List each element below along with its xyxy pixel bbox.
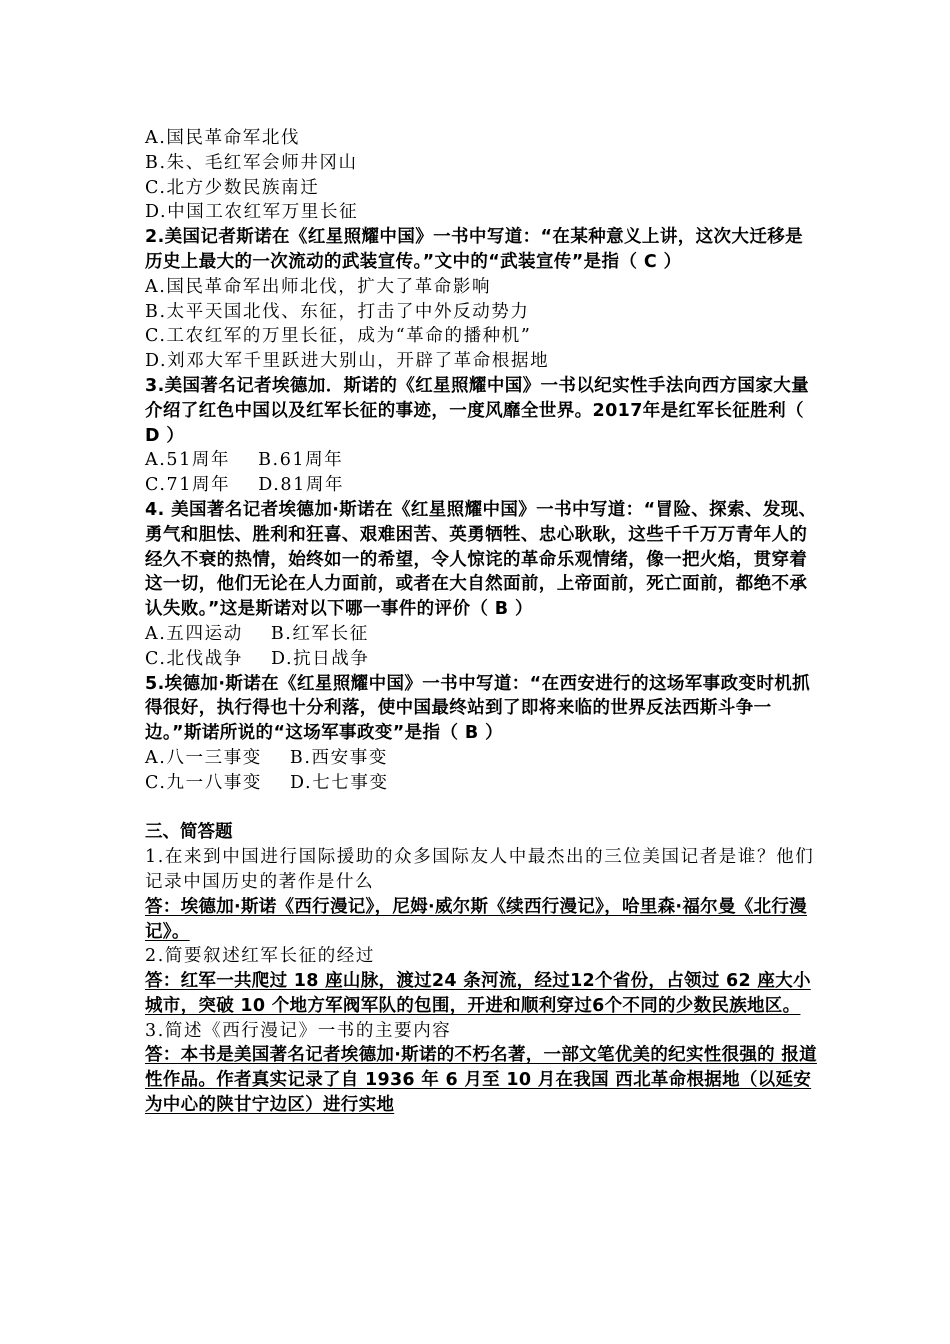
q2-option-c: C.工农红军的万里长征，成为“革命的播种机” <box>145 326 532 347</box>
q5-options-row-2 <box>145 771 817 796</box>
q4-stem: 4. 美国著名记者埃德加·斯诺在《红星照耀中国》一书中写道：“冒险、探索、发现、勇气和胆怯、胜利和狂喜、艰难困苦、英勇牺牲、忠心耿耿，这些千千万万青年人的经久不衰的热情，始终如一的希望，令人惊诧的革命乐观情绪，像一把火焰，贯穿着这一切，他们无论在人力面前，或者在大自然面前，上帝面前，死亡面前，都绝不承认失败。”这是斯诺对以下哪一事件的评价（ B ） <box>145 499 817 620</box>
q4-options-row-1 <box>145 622 817 647</box>
sa3-answer: 答：本书是美国著名记者埃德加·斯诺的不朽名著，一部文笔优美的纪实性很强的 报道性作品。作者真实记录了自 1936 年 6 月至 10 月在我国 西北革命根据地（以延安为中心的陕甘宁边区）进行实地 <box>145 1045 817 1116</box>
q5-options-row-1 <box>145 746 817 771</box>
q4-option-d: D.抗日战争 <box>270 648 370 669</box>
q5-option-b: B.西安事变 <box>289 747 388 768</box>
q3-stem: 3.美国著名记者埃德加．斯诺的《红星照耀中国》一书以纪实性手法向西方国家大量介绍了红色中国以及红军长征的事迹，一度风靡全世界。2017年是红军长征胜利（ D ） <box>145 375 810 446</box>
q5-option-a: A.八一三事变 <box>145 747 262 768</box>
document-page <box>145 126 817 1118</box>
q3-option-b: B.61周年 <box>258 450 344 471</box>
q2-option-b: B.太平天国北伐、东征，打击了中外反动势力 <box>145 301 530 322</box>
q2-stem: 2.美国记者斯诺在《红星照耀中国》一书中写道：“在某种意义上讲，这次大迁移是历史上最大的一次流动的武装宣传。”文中的“武装宣传”是指（ C ） <box>145 227 804 272</box>
q5-option-c: C.九一八事变 <box>145 772 263 793</box>
q4-option-b: B.红军长征 <box>270 623 369 644</box>
q1-option-c: C.北方少数民族南迁 <box>145 177 320 198</box>
q1-option-d: D.中国工农红军万里长征 <box>145 202 359 223</box>
q3-option-d: D.81周年 <box>258 475 345 496</box>
q1-option-a: A.国民革命军北伐 <box>145 128 301 148</box>
q4-option-a: A.五四运动 <box>145 623 243 644</box>
q3-options-row-2 <box>145 473 817 498</box>
q4-options-row-2 <box>145 647 817 672</box>
sa1-question: 1.在来到中国进行国际援助的众多国际友人中最杰出的三位美国记者是谁？他们记录中国历史的著作是什么 <box>145 847 815 892</box>
q1-option-b: B.朱、毛红军会师井冈山 <box>145 152 358 173</box>
q4-option-c: C.北伐战争 <box>145 648 243 669</box>
q2-option-d: D.刘邓大军千里跃进大别山，开辟了革命根据地 <box>145 351 550 372</box>
sa3-question: 3.简述《西行漫记》一书的主要内容 <box>145 1020 452 1041</box>
q3-option-c: C.71周年 <box>145 475 231 496</box>
sa2-answer: 答：红军一共爬过 18 座山脉，渡过24 条河流，经过12个省份，占领过 62 座大小城市，突破 10 个地方军阀军队的包围，开进和顺利穿过6个不同的少数民族地区。 <box>145 971 811 1016</box>
q2-option-a: A.国民革命军出师北伐，扩大了革命影响 <box>145 276 492 297</box>
section-title: 三、简答题 <box>145 822 233 843</box>
q3-options-row-1 <box>145 448 817 473</box>
q5-option-d: D.七七事变 <box>290 772 389 793</box>
sa1-answer: 答：埃德加·斯诺《西行漫记》，尼姆·威尔斯《续西行漫记》，哈里森·福尔曼《北行漫记》。 <box>145 896 807 942</box>
q3-option-a: A.51周年 <box>145 450 231 471</box>
q5-stem: 5.埃德加·斯诺在《红星照耀中国》一书中写道：“在西安进行的这场军事政变时机抓得很好，执行得也十分利落，使中国最终站到了即将来临的世界反法西斯斗争一边。”斯诺所说的“这场军事政变”是指（ B ） <box>145 673 811 744</box>
sa2-question: 2.简要叙述红军长征的经过 <box>145 946 375 967</box>
